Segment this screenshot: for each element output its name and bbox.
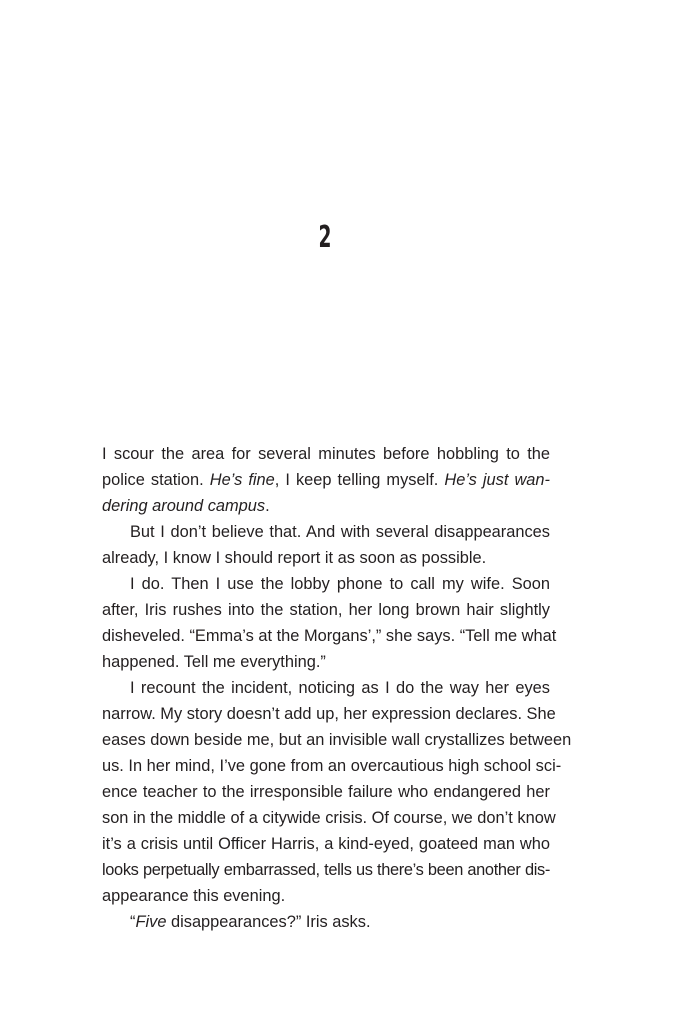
body-text	[102, 441, 572, 935]
text-run: I do. Then I use the lobby phone to call my wife. Soon	[130, 575, 550, 593]
text-line	[102, 883, 550, 909]
text-run: “	[130, 913, 136, 931]
chapter-number: 2	[318, 220, 332, 255]
text-line	[102, 441, 550, 467]
text-line	[102, 649, 550, 675]
text-run: , I keep telling myself.	[274, 471, 445, 489]
text-run: already, I know I should report it as soon as possible.	[102, 549, 487, 567]
text-line	[102, 779, 550, 805]
text-line	[102, 623, 557, 649]
text-line	[102, 467, 550, 493]
text-run: looks perpetually embarrassed, tells us there’s been another dis-	[102, 861, 550, 879]
text-run: .	[265, 497, 270, 515]
text-run: I recount the incident, noticing as I do the way her eyes	[130, 679, 550, 697]
text-line	[102, 571, 550, 597]
text-run: But I don’t believe that. And with several disappearances	[130, 523, 550, 541]
text-run: I scour the area for several minutes before hobbling to the	[102, 445, 550, 463]
text-run: narrow. My story doesn’t add up, her expression declares. She	[102, 705, 556, 723]
text-run: ence teacher to the irresponsible failure who endangered her	[102, 783, 550, 801]
text-line	[102, 909, 550, 935]
text-line	[102, 597, 550, 623]
text-run: us. In her mind, I’ve gone from an overcautious high school sci-	[102, 757, 562, 775]
text-line	[102, 727, 572, 753]
paragraph	[102, 909, 550, 935]
paragraph	[102, 519, 550, 571]
text-run: appearance this evening.	[102, 887, 286, 905]
text-line	[102, 831, 550, 857]
text-run: disheveled. “Emma’s at the Morgans’,” she says. “Tell me what	[102, 627, 557, 645]
text-line	[102, 753, 562, 779]
paragraph	[102, 571, 557, 675]
text-run: it’s a crisis until Officer Harris, a kind-eyed, goateed man who	[102, 835, 550, 853]
text-run: eases down beside me, but an invisible wall crystallizes between	[102, 731, 572, 749]
text-run: after, Iris rushes into the station, her long brown hair slightly	[102, 601, 550, 619]
text-run: son in the middle of a citywide crisis. Of course, we don’t know	[102, 809, 556, 827]
text-run: disappearances?” Iris asks.	[166, 913, 371, 931]
italic-text: He’s just wan-	[444, 471, 550, 489]
text-line	[102, 545, 550, 571]
italic-text: He’s fine	[209, 471, 275, 489]
italic-text: dering around campus	[102, 497, 266, 515]
paragraph	[102, 675, 572, 909]
text-line	[102, 675, 550, 701]
text-line	[102, 857, 550, 883]
paragraph	[102, 441, 550, 519]
text-line	[102, 701, 556, 727]
text-line	[102, 519, 550, 545]
text-run: happened. Tell me everything.”	[102, 653, 326, 671]
text-run: police station.	[102, 471, 210, 489]
text-line	[102, 493, 550, 519]
italic-text: Five	[135, 913, 167, 931]
text-line	[102, 805, 556, 831]
